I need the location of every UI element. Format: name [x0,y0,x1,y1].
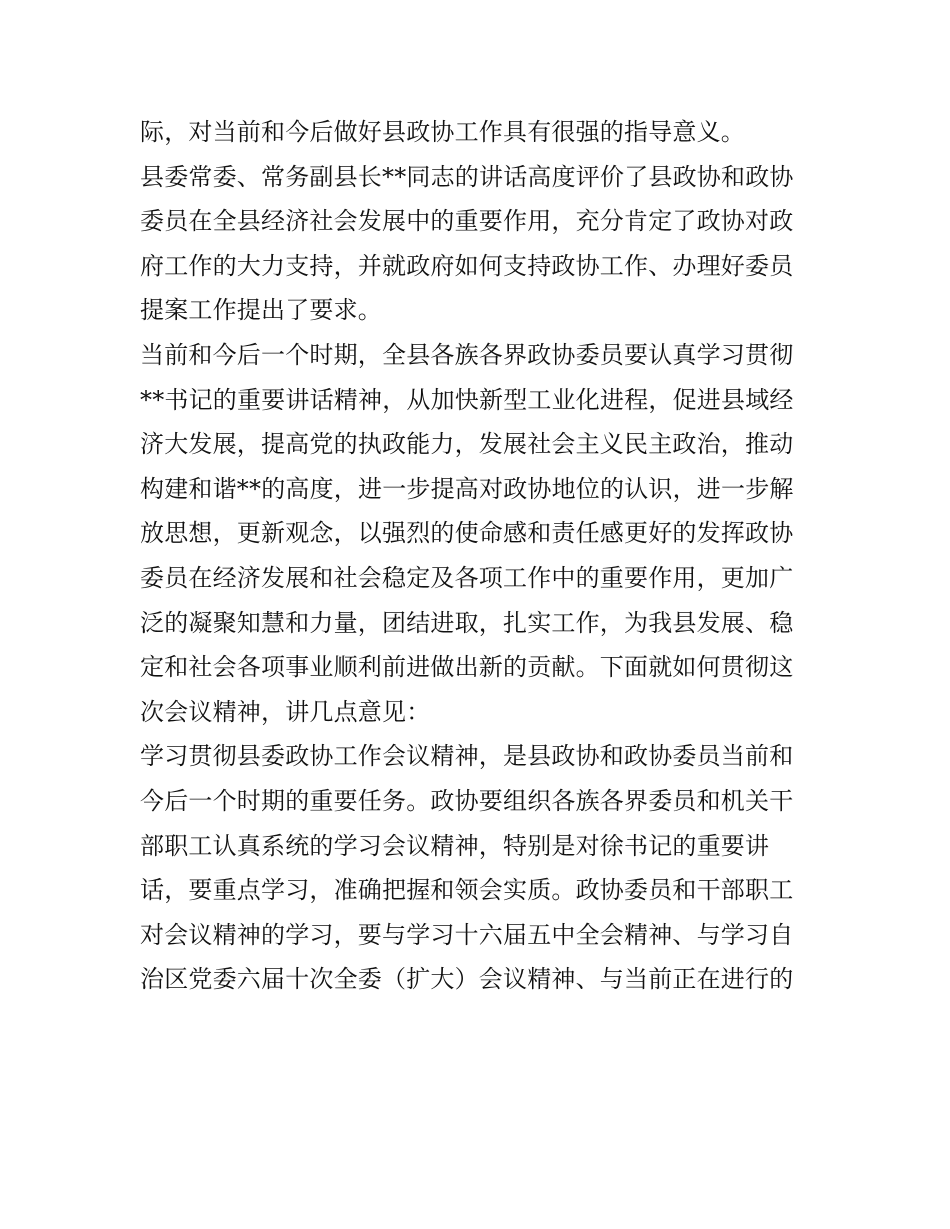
text-line: 济大发展，提高党的执政能力，发展社会主义民主政治，推动 [140,430,794,459]
text-line: 部职工认真系统的学习会议精神，特别是对徐书记的重要讲 [140,831,770,860]
text-line: 对会议精神的学习，要与学习十六届五中全会精神、与学习自 [140,920,794,949]
text-line: 府工作的大力支持，并就政府如何支持政协工作、办理好委员 [140,251,794,280]
text-line: 学习贯彻县委政协工作会议精神，是县政协和政协委员当前和 [140,742,794,771]
text-line: 话，要重点学习，准确把握和领会实质。政协委员和干部职工 [140,876,794,905]
text-line: 放思想，更新观念，以强烈的使命感和责任感更好的发挥政协 [140,519,794,548]
text-line: 泛的凝聚知慧和力量，团结进取，扎实工作，为我县发展、稳 [140,608,794,637]
text-line: 提案工作提出了要求。 [140,296,382,325]
text-line: **书记的重要讲话精神，从加快新型工业化进程，促进县域经 [140,385,794,414]
text-line: 治区党委六届十次全委（扩大）会议精神、与当前正在进行的 [140,965,794,994]
text-line: 县委常委、常务副县长**同志的讲话高度评价了县政协和政协 [140,162,794,191]
document-body [140,110,820,1002]
text-line: 际，对当前和今后做好县政协工作具有很强的指导意义。 [140,118,745,146]
text-line: 次会议精神，讲几点意见： [140,697,431,726]
text-line: 委员在全县经济社会发展中的重要作用，充分肯定了政协对政 [140,207,794,236]
text-line: 今后一个时期的重要任务。政协要组织各族各界委员和机关干 [140,786,794,815]
text-line: 委员在经济发展和社会稳定及各项工作中的重要作用，更加广 [140,563,794,592]
text-line: 定和社会各项事业顺利前进做出新的贡献。下面就如何贯彻这 [140,653,794,682]
text-line: 构建和谐**的高度，进一步提高对政协地位的认识，进一步解 [140,474,794,503]
text-line: 当前和今后一个时期，全县各族各界政协委员要认真学习贯彻 [140,340,794,369]
